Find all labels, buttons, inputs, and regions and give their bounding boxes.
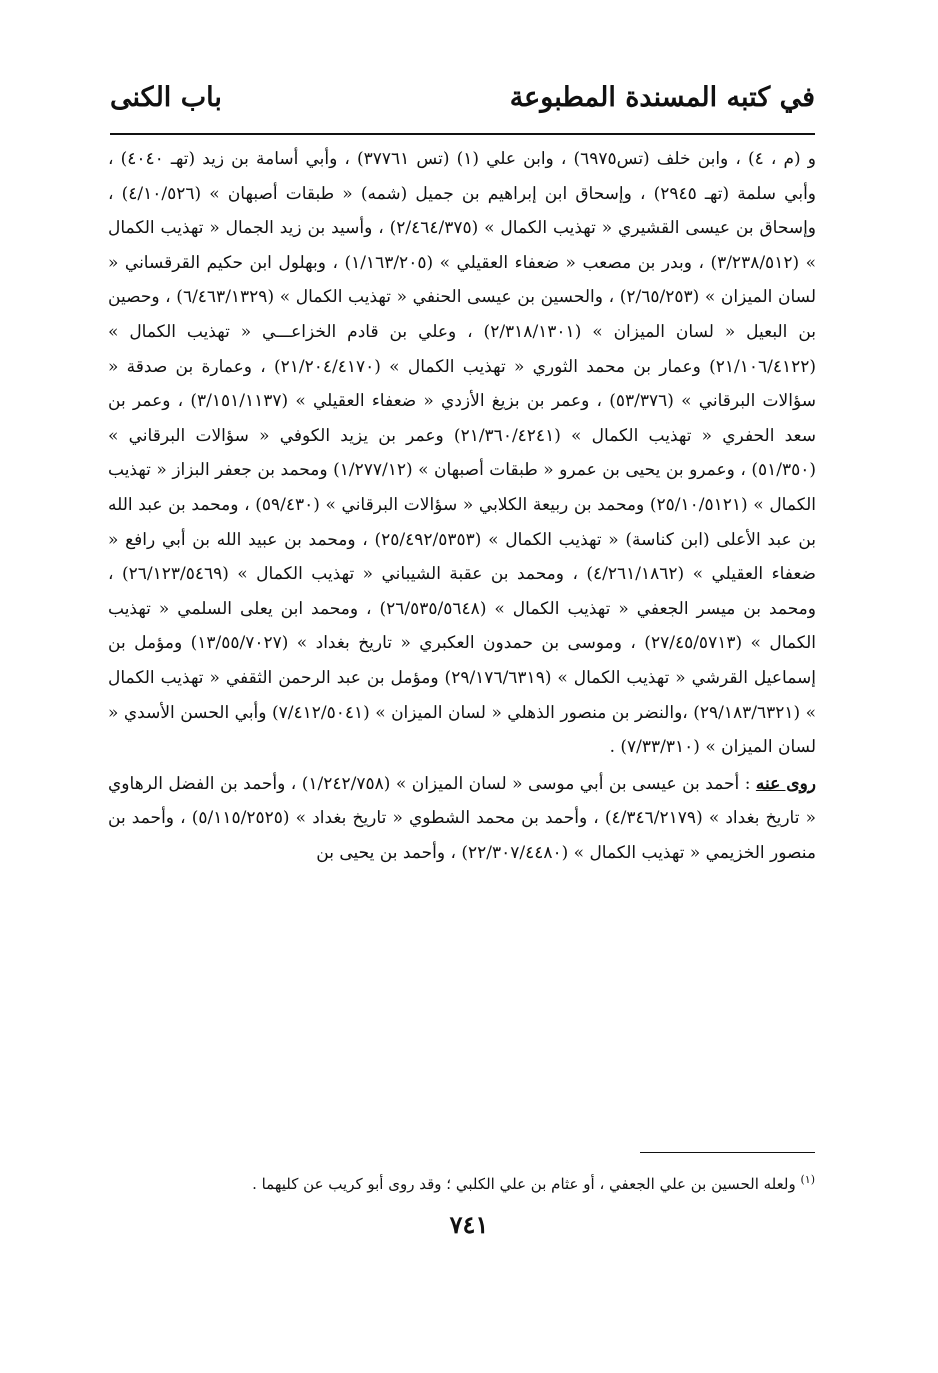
footnote-marker: (١) <box>800 1173 815 1186</box>
running-header <box>110 82 815 126</box>
narrated-by-paragraph <box>108 767 816 871</box>
header-book-title: في كتبه المسندة المطبوعة <box>509 82 815 113</box>
header-chapter-title: باب الكنى <box>110 82 222 113</box>
narrators-from-paragraph: و (م ، ٤) ، وابن خلف (تس٦٩٧٥) ، وابن علي (١) (تس ٣٧٧٦١) ، وأبي أسامة بن زيد (تهـ ٤٠٤٠) ، وأبي سلمة (تهـ ٢٩٤٥) ، وإسحاق ابن إبراهيم بن جميل (شمه) « طبقات أصبهان » (٤/١٠/٥٢٦) ، وإسحاق بن عيسى القشيري « تهذيب الكمال » (٢/٤٦٤/٣٧٥) ، وأسيد بن زيد الجمال « تهذيب الكمال » (٣/٢٣٨/٥١٢) ، وبدر بن مصعب « ضعفاء العقيلي » (١/١٦٣/٢٠٥) ، وبهلول ابن حكيم القرقساني « لسان الميزان » (٢/٦٥/٢٥٣) ، والحسين بن عيسى الحنفي « تهذيب الكمال » (٦/٤٦٣/١٣٢٩) ، وحصين بن البعيل « لسان الميزان » (٢/٣١٨/١٣٠١) ، وعلي بن قادم الخزاعـــي « تهذيب الكمال » (٢١/١٠٦/٤١٢٢) وعمار بن محمد الثوري « تهذيب الكمال » (٢١/٢٠٤/٤١٧٠) ، وعمارة بن صدقة « سؤالات البرقاني » (٥٣/٣٧٦) ، وعمر بن بزيغ الأزدي « ضعفاء العقيلي » (٣/١٥١/١١٣٧) ، وعمر بن سعد الحفري « تهذيب الكمال » (٢١/٣٦٠/٤٢٤١) وعمر بن يزيد الكوفي « سؤالات البرقاني » (٥١/٣٥٠) ، وعمرو بن يحيى بن عمرو « طبقات أصبهان » (١/٢٧٧/١٢) ومحمد بن جعفر البزاز « تهذيب الكمال » (٢٥/١٠/٥١٢١) ومحمد بن ربيعة الكلابي « سؤالات البرقاني » (٥٩/٤٣٠) ، ومحمد بن عبد الله بن عبد الأعلى (ابن كناسة) « تهذيب الكمال » (٢٥/٤٩٢/٥٣٥٣) ، ومحمد بن عبيد الله بن أبي رافع « ضعفاء العقيلي » (٤/٢٦١/١٨٦٢) ، ومحمد بن عقبة الشيباني « تهذيب الكمال » (٢٦/١٢٣/٥٤٦٩) ، ومحمد بن ميسر الجعفي « تهذيب الكمال » (٢٦/٥٣٥/٥٦٤٨) ، ومحمد ابن يعلى السلمي « تهذيب الكمال » (٢٧/٤٥/٥٧١٣) ، وموسى بن حمدون العكبري « تاريخ بغداد » (١٣/٥٥/٧٠٢٧) ومؤمل بن إسماعيل القرشي « تهذيب الكمال » (٢٩/١٧٦/٦٣١٩) ومؤمل بن عبد الرحمن الثقفي « تهذيب الكمال » (٢٩/١٨٣/٦٣٢١) ،والنضر بن منصور الذهلي « لسان الميزان » (٧/٤١٢/٥٠٤١) وأبي الحسن الأسدي « لسان الميزان » (٧/٣٣/٣١٠) . <box>108 149 817 758</box>
narrated-by-text: : أحمد بن عيسى بن أبي موسى « لسان الميزان » (١/٢٤٢/٧٥٨) ، وأحمد بن الفضل الرهاوي « تاريخ بغداد » (٤/٣٤٦/٢١٧٩) ، وأحمد بن محمد الشطوي « تاريخ بغداد » (٥/١١٥/٢٥٢٥) ، وأحمد بن منصور الخزيمي « تهذيب الكمال » (٢٢/٣٠٧/٤٤٨٠) ، وأحمد بن يحيى بن <box>108 773 816 863</box>
footnote-text: ولعله الحسين بن علي الجعفي ، أو عثام بن علي الكلبي ؛ وقد روى أبو كريب عن كليهما . <box>252 1175 796 1193</box>
footnote-divider <box>640 1152 815 1153</box>
page-number: ٧٤١ <box>449 1210 489 1239</box>
narrated-by-label: روى عنه <box>755 773 817 794</box>
header-divider <box>110 133 815 135</box>
footnote <box>150 1168 815 1196</box>
main-text <box>108 142 816 870</box>
